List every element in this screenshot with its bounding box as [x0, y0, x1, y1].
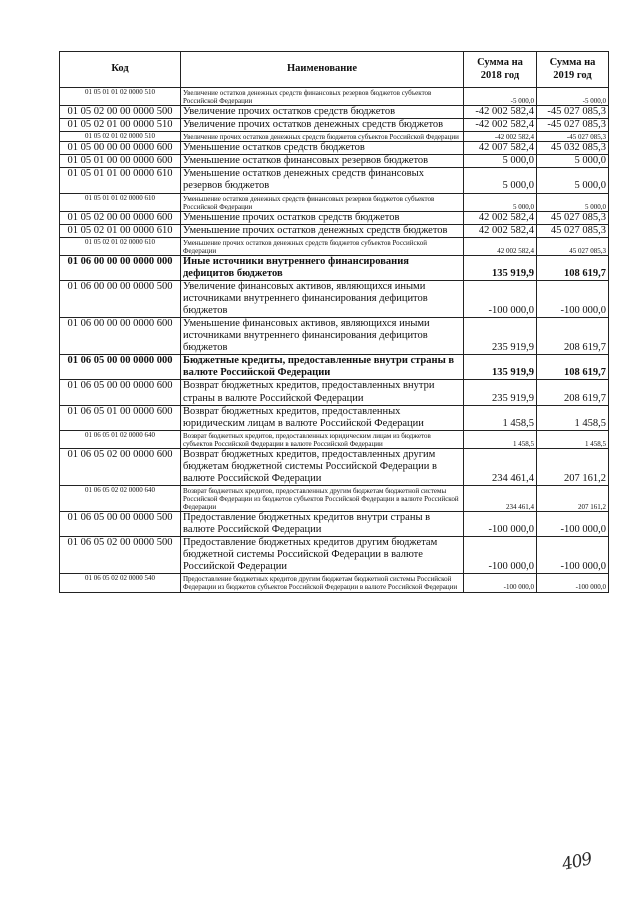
row-name: Увеличение прочих остатков средств бюджетов: [181, 106, 464, 119]
header-name: Наименование: [181, 52, 464, 88]
row-sum-2018: 235 919,9: [464, 318, 537, 355]
row-sum-2019: -45 027 085,3: [537, 106, 609, 119]
row-code: 01 06 05 00 00 0000 500: [60, 512, 181, 537]
row-sum-2019: 45 027 085,3: [537, 237, 609, 255]
table-row: [60, 280, 609, 317]
row-sum-2018: 5 000,0: [464, 193, 537, 211]
table-row: [60, 119, 609, 132]
table-row: [60, 224, 609, 237]
table-row: [60, 430, 609, 448]
header-sum-2019: Сумма на 2019 год: [537, 52, 609, 88]
row-sum-2019: 108 619,7: [537, 355, 609, 380]
row-code: 01 06 05 02 00 0000 500: [60, 537, 181, 574]
row-code: 01 06 05 01 00 0000 600: [60, 405, 181, 430]
row-sum-2019: 207 161,2: [537, 485, 609, 511]
row-name: Уменьшение остатков средств бюджетов: [181, 142, 464, 155]
row-sum-2019: 5 000,0: [537, 168, 609, 193]
table-header-row: [60, 52, 609, 88]
row-code: 01 05 01 01 02 0000 510: [60, 88, 181, 106]
row-sum-2019: 208 619,7: [537, 380, 609, 405]
row-sum-2019: -100 000,0: [537, 537, 609, 574]
row-code: 01 06 05 00 00 0000 000: [60, 355, 181, 380]
row-sum-2018: 135 919,9: [464, 355, 537, 380]
row-code: 01 05 00 00 00 0000 600: [60, 142, 181, 155]
table-row: [60, 106, 609, 119]
row-sum-2019: 5 000,0: [537, 155, 609, 168]
row-sum-2018: 234 461,4: [464, 448, 537, 485]
row-name: Уменьшение прочих остатков средств бюджетов: [181, 211, 464, 224]
row-name: Уменьшение остатков денежных средств финансовых резервов бюджетов субъектов Российской Федерации: [181, 193, 464, 211]
row-name: Возврат бюджетных кредитов, предоставленных внутри страны в валюте Российской Федерации: [181, 380, 464, 405]
row-sum-2019: 207 161,2: [537, 448, 609, 485]
row-sum-2019: 1 458,5: [537, 430, 609, 448]
row-name: Увеличение прочих остатков денежных средств бюджетов субъектов Российской Федерации: [181, 132, 464, 142]
table-row: [60, 537, 609, 574]
row-code: 01 05 02 01 02 0000 510: [60, 132, 181, 142]
row-sum-2019: 45 027 085,3: [537, 211, 609, 224]
row-name: Уменьшение финансовых активов, являющихся иными источниками внутреннего финансирования дефицитов бюджетов: [181, 318, 464, 355]
row-code: 01 06 00 00 00 0000 000: [60, 255, 181, 280]
row-sum-2018: 42 002 582,4: [464, 224, 537, 237]
row-sum-2018: 42 007 582,4: [464, 142, 537, 155]
table-row: [60, 193, 609, 211]
table-row: [60, 211, 609, 224]
row-name: Возврат бюджетных кредитов, предоставленных другим бюджетам бюджетной системы Российской Федерации из бюджетов субъектов Российской Федерации в валюте Российской Федерации: [181, 485, 464, 511]
row-sum-2019: 45 032 085,3: [537, 142, 609, 155]
table-row: [60, 485, 609, 511]
row-sum-2018: -100 000,0: [464, 512, 537, 537]
table-row: [60, 237, 609, 255]
row-code: 01 05 02 00 00 0000 600: [60, 211, 181, 224]
row-code: 01 05 01 01 02 0000 610: [60, 193, 181, 211]
table-row: [60, 405, 609, 430]
row-code: 01 05 02 01 02 0000 610: [60, 237, 181, 255]
row-name: Предоставление бюджетных кредитов другим бюджетам бюджетной системы Российской Федерации в валюте Российской Федерации: [181, 537, 464, 574]
row-code: 01 05 02 01 00 0000 610: [60, 224, 181, 237]
row-sum-2018: -100 000,0: [464, 280, 537, 317]
row-code: 01 05 02 00 00 0000 500: [60, 106, 181, 119]
row-name: Увеличение прочих остатков денежных средств бюджетов: [181, 119, 464, 132]
row-sum-2019: -5 000,0: [537, 88, 609, 106]
row-sum-2019: -100 000,0: [537, 512, 609, 537]
row-code: 01 05 01 01 00 0000 610: [60, 168, 181, 193]
row-code: 01 06 05 02 02 0000 640: [60, 485, 181, 511]
row-code: 01 06 05 02 02 0000 540: [60, 574, 181, 592]
handwritten-page-number: 409: [560, 849, 594, 875]
table-row: [60, 512, 609, 537]
table-row: [60, 574, 609, 592]
table-row: [60, 155, 609, 168]
row-sum-2018: -42 002 582,4: [464, 132, 537, 142]
row-sum-2018: -42 002 582,4: [464, 119, 537, 132]
row-name: Предоставление бюджетных кредитов внутри страны в валюте Российской Федерации: [181, 512, 464, 537]
row-sum-2019: -45 027 085,3: [537, 119, 609, 132]
row-sum-2018: -5 000,0: [464, 88, 537, 106]
row-sum-2019: 1 458,5: [537, 405, 609, 430]
row-sum-2018: 5 000,0: [464, 168, 537, 193]
table-row: [60, 168, 609, 193]
row-sum-2019: -100 000,0: [537, 574, 609, 592]
row-sum-2019: 45 027 085,3: [537, 224, 609, 237]
row-code: 01 06 00 00 00 0000 600: [60, 318, 181, 355]
table-row: [60, 255, 609, 280]
row-sum-2018: 1 458,5: [464, 430, 537, 448]
table-row: [60, 355, 609, 380]
row-code: 01 05 01 00 00 0000 600: [60, 155, 181, 168]
row-name: Возврат бюджетных кредитов, предоставленных юридическим лицам в валюте Российской Федерации: [181, 405, 464, 430]
row-sum-2018: 5 000,0: [464, 155, 537, 168]
row-code: 01 06 05 01 02 0000 640: [60, 430, 181, 448]
row-name: Уменьшение остатков денежных средств финансовых резервов бюджетов: [181, 168, 464, 193]
row-sum-2019: -45 027 085,3: [537, 132, 609, 142]
header-code: Код: [60, 52, 181, 88]
row-sum-2019: 108 619,7: [537, 255, 609, 280]
row-name: Увеличение финансовых активов, являющихся иными источниками внутреннего финансирования дефицитов бюджетов: [181, 280, 464, 317]
row-sum-2018: 1 458,5: [464, 405, 537, 430]
budget-sources-table-sheet: [59, 51, 609, 593]
row-sum-2018: 235 919,9: [464, 380, 537, 405]
row-name: Иные источники внутреннего финансирования дефицитов бюджетов: [181, 255, 464, 280]
row-sum-2019: 208 619,7: [537, 318, 609, 355]
row-sum-2018: 234 461,4: [464, 485, 537, 511]
table-row: [60, 142, 609, 155]
table-body: [60, 88, 609, 593]
row-name: Увеличение остатков денежных средств финансовых резервов бюджетов субъектов Российской Федерации: [181, 88, 464, 106]
row-name: Возврат бюджетных кредитов, предоставленных другим бюджетам бюджетной системы Российской Федерации в валюте Российской Федерации: [181, 448, 464, 485]
row-name: Бюджетные кредиты, предоставленные внутри страны в валюте Российской Федерации: [181, 355, 464, 380]
header-sum-2018: Сумма на 2018 год: [464, 52, 537, 88]
row-sum-2018: -100 000,0: [464, 537, 537, 574]
row-name: Уменьшение прочих остатков денежных средств бюджетов: [181, 224, 464, 237]
table-row: [60, 318, 609, 355]
row-code: 01 06 05 00 00 0000 600: [60, 380, 181, 405]
row-sum-2018: 42 002 582,4: [464, 211, 537, 224]
row-sum-2018: -42 002 582,4: [464, 106, 537, 119]
row-sum-2018: -100 000,0: [464, 574, 537, 592]
row-sum-2018: 135 919,9: [464, 255, 537, 280]
row-code: 01 05 02 01 00 0000 510: [60, 119, 181, 132]
table-row: [60, 448, 609, 485]
table-row: [60, 380, 609, 405]
row-name: Предоставление бюджетных кредитов другим бюджетам бюджетной системы Российской Федерации из бюджетов субъектов Российской Федерации в валюте Российской Федерации: [181, 574, 464, 592]
row-name: Уменьшение остатков финансовых резервов бюджетов: [181, 155, 464, 168]
row-sum-2019: 5 000,0: [537, 193, 609, 211]
budget-sources-table: [59, 51, 609, 593]
row-sum-2019: -100 000,0: [537, 280, 609, 317]
row-code: 01 06 00 00 00 0000 500: [60, 280, 181, 317]
row-code: 01 06 05 02 00 0000 600: [60, 448, 181, 485]
row-name: Возврат бюджетных кредитов, предоставленных юридическим лицам из бюджетов субъектов Российской Федерации в валюте Российской Федерации: [181, 430, 464, 448]
table-row: [60, 132, 609, 142]
row-sum-2018: 42 002 582,4: [464, 237, 537, 255]
row-name: Уменьшение прочих остатков денежных средств бюджетов субъектов Российской Федерации: [181, 237, 464, 255]
table-row: [60, 88, 609, 106]
